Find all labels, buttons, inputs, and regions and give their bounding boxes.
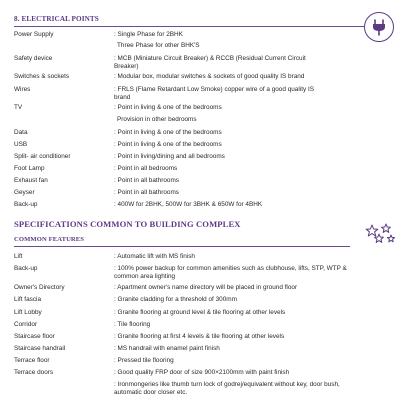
common-features-rule [14, 246, 350, 247]
row-value: : Point in living & one of the bedrooms [114, 104, 222, 111]
row-value: : Automatic lift with MS finish [114, 253, 195, 260]
row-value: : Modular box, modular switches & sockets of good quality IS brand [114, 73, 305, 80]
row-label: Split- air conditioner [14, 153, 71, 160]
row-label: Power Supply [14, 31, 54, 38]
row-label: Terrace floor [14, 357, 50, 364]
row-value: : Point in living & one of the bedrooms [114, 129, 222, 136]
row-label: Exhaust fan [14, 177, 48, 184]
row-label: Corridor [14, 321, 38, 328]
row-value: : Good quality FRP door of size 900×2100mm with paint finish [114, 369, 290, 376]
row-value: : Point in all bathrooms [114, 177, 180, 184]
row-value: : MCB (Miniature Circuit Breaker) & RCCB (Residual Current Circuit Breaker) [114, 55, 306, 70]
row-value: : 400W for 2BHK, 500W for 3BHK & 650W for 4BHK [114, 201, 263, 208]
row-value: : Pressed tile flooring [114, 357, 174, 364]
row-value: : 100% power backup for common amenities such as clubhouse, lifts, STP, WTP & common area lighting [114, 265, 347, 280]
row-value: : Point in all bathrooms [114, 189, 180, 196]
row-label: USB [14, 141, 28, 148]
row-label: Geyser [14, 189, 35, 196]
row-value: : Granite cladding for a threshold of 300mm [114, 296, 237, 303]
stars-icon [362, 223, 398, 252]
row-label: Safety device [14, 55, 53, 62]
row-value: Three Phase for other BHK'S [117, 42, 200, 49]
row-label: Owner's Directory [14, 284, 65, 291]
row-label: Terrace doors [14, 369, 54, 376]
row-value: : Point in all bedrooms [114, 165, 178, 172]
row-value: : Ironmongeries like thumb turn lock of godrej/equivalent without key, door bush, automatic door closer etc. [114, 381, 340, 396]
row-label: Staircase handrail [14, 345, 66, 352]
row-label: TV [14, 104, 23, 111]
row-value: Provision in other bedrooms [117, 116, 197, 123]
row-value: : Tile flooring [114, 321, 151, 328]
row-value: : Granite flooring at first 4 levels & tile flooring at other levels [114, 333, 285, 340]
common-features-subtitle: COMMON FEATURES [14, 236, 85, 243]
building-section-title: SPECIFICATIONS COMMON TO BUILDING COMPLEX [14, 219, 241, 229]
row-label: Data [14, 129, 28, 136]
row-label: Back-up [14, 265, 38, 272]
row-label: Lift fascia [14, 296, 41, 303]
row-value: : Point in living/dining and all bedrooms [114, 153, 225, 160]
row-value: : Point in living & one of the bedrooms [114, 141, 222, 148]
row-label: Switches & sockets [14, 73, 70, 80]
row-label: Foot Lamp [14, 165, 45, 172]
row-value: : Granite flooring at ground level & tile flooring at other levels [114, 309, 286, 316]
row-label: Back-up [14, 201, 38, 208]
row-label: Wires [14, 86, 31, 93]
electric-plug-icon [364, 12, 394, 42]
electrical-section-title: 8. ELECTRICAL POINTS [14, 15, 99, 23]
row-value: : FRLS (Flame Retardant Low Smoke) copper wire of a good quality IS brand [114, 86, 314, 101]
row-label: Staircase floor [14, 333, 55, 340]
electrical-title-rule [14, 26, 364, 27]
row-label: Lift [14, 253, 23, 260]
row-label: Lift Lobby [14, 309, 42, 316]
row-value: : Single Phase for 2BHK [114, 31, 183, 38]
row-value: : MS handrail with enamel paint finish [114, 345, 220, 352]
row-value: : Apartment owner's name directory will be placed in ground floor [114, 284, 298, 291]
